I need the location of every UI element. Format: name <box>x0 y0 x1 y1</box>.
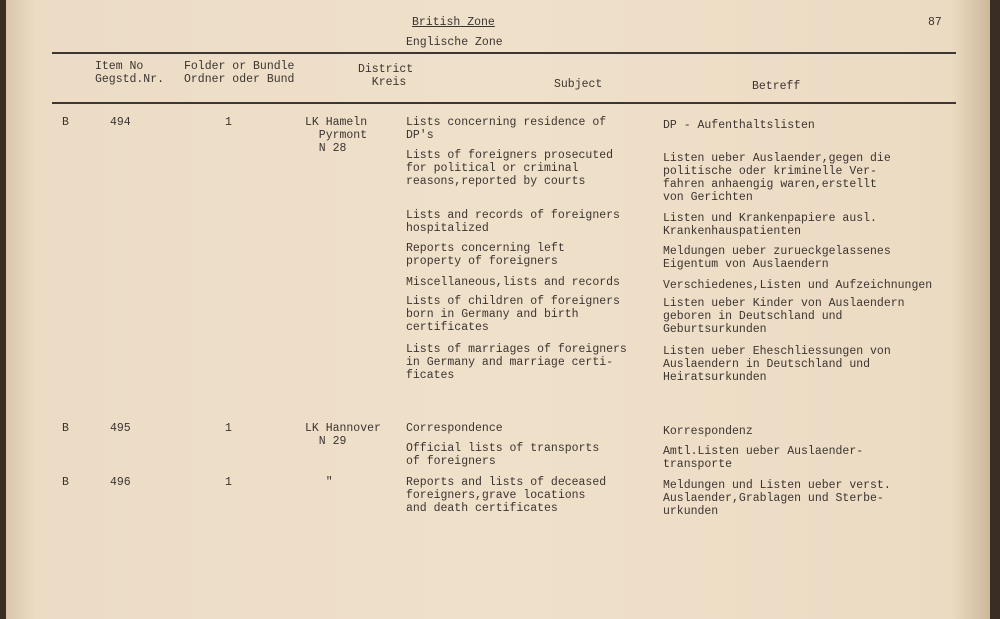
series-letter: B <box>62 422 69 435</box>
page-number: 87 <box>928 16 942 29</box>
col-subject: Subject <box>554 78 603 91</box>
betreff-entry: Amtl.Listen ueber Auslaender- transporte <box>663 445 864 471</box>
betreff-entry: Korrespondenz <box>663 425 753 438</box>
header-rule-bottom <box>52 102 956 104</box>
zone-subtitle: Englische Zone <box>406 36 503 49</box>
subject-entry: Lists of marriages of foreigners in Germany and marriage certi- ficates <box>406 343 627 382</box>
betreff-entry: DP - Aufenthaltslisten <box>663 119 815 132</box>
betreff-entry: Listen ueber Auslaender,gegen die politische oder kriminelle Ver- fahren anhaengig waren,erstellt von Gerichten <box>663 152 891 204</box>
district: LK Hameln Pyrmont N 28 <box>305 116 368 155</box>
betreff-entry: Listen ueber Kinder von Auslaendern geboren in Deutschland und Geburtsurkunden <box>663 297 905 336</box>
folder-count: 1 <box>225 422 232 435</box>
col-folder: Folder or Bundle Ordner oder Bund <box>184 60 295 86</box>
folder-count: 1 <box>225 116 232 129</box>
item-number: 496 <box>110 476 131 489</box>
zone-title: British Zone <box>412 16 495 29</box>
document-page <box>6 0 990 619</box>
betreff-entry: Meldungen ueber zurueckgelassenes Eigentum von Auslaendern <box>663 245 891 271</box>
betreff-entry: Verschiedenes,Listen und Aufzeichnungen <box>663 279 933 292</box>
subject-entry: Lists concerning residence of DP's <box>406 116 607 142</box>
header-rule-top <box>52 52 956 54</box>
item-number: 495 <box>110 422 131 435</box>
folder-count: 1 <box>225 476 232 489</box>
item-number: 494 <box>110 116 131 129</box>
subject-entry: Correspondence <box>406 422 503 435</box>
subject-entry: Miscellaneous,lists and records <box>406 276 620 289</box>
subject-entry: Lists of children of foreigners born in Germany and birth certificates <box>406 295 620 334</box>
subject-entry: Reports and lists of deceased foreigners,grave locations and death certificates <box>406 476 607 515</box>
col-item: Item No Gegstd.Nr. <box>95 60 165 86</box>
subject-entry: Lists and records of foreigners hospitalized <box>406 209 620 235</box>
col-district: District Kreis <box>358 63 414 89</box>
subject-entry: Reports concerning left property of foreigners <box>406 242 565 268</box>
col-betreff: Betreff <box>752 80 801 93</box>
subject-entry: Lists of foreigners prosecuted for political or criminal reasons,reported by courts <box>406 149 614 188</box>
betreff-entry: Listen und Krankenpapiere ausl. Krankenhauspatienten <box>663 212 877 238</box>
series-letter: B <box>62 476 69 489</box>
district: " <box>305 476 333 489</box>
betreff-entry: Listen ueber Eheschliessungen von Auslaendern in Deutschland und Heiratsurkunden <box>663 345 891 384</box>
district: LK Hannover N 29 <box>305 422 381 448</box>
series-letter: B <box>62 116 69 129</box>
betreff-entry: Meldungen und Listen ueber verst. Auslaender,Grablagen und Sterbe- urkunden <box>663 479 891 518</box>
subject-entry: Official lists of transports of foreigners <box>406 442 600 468</box>
